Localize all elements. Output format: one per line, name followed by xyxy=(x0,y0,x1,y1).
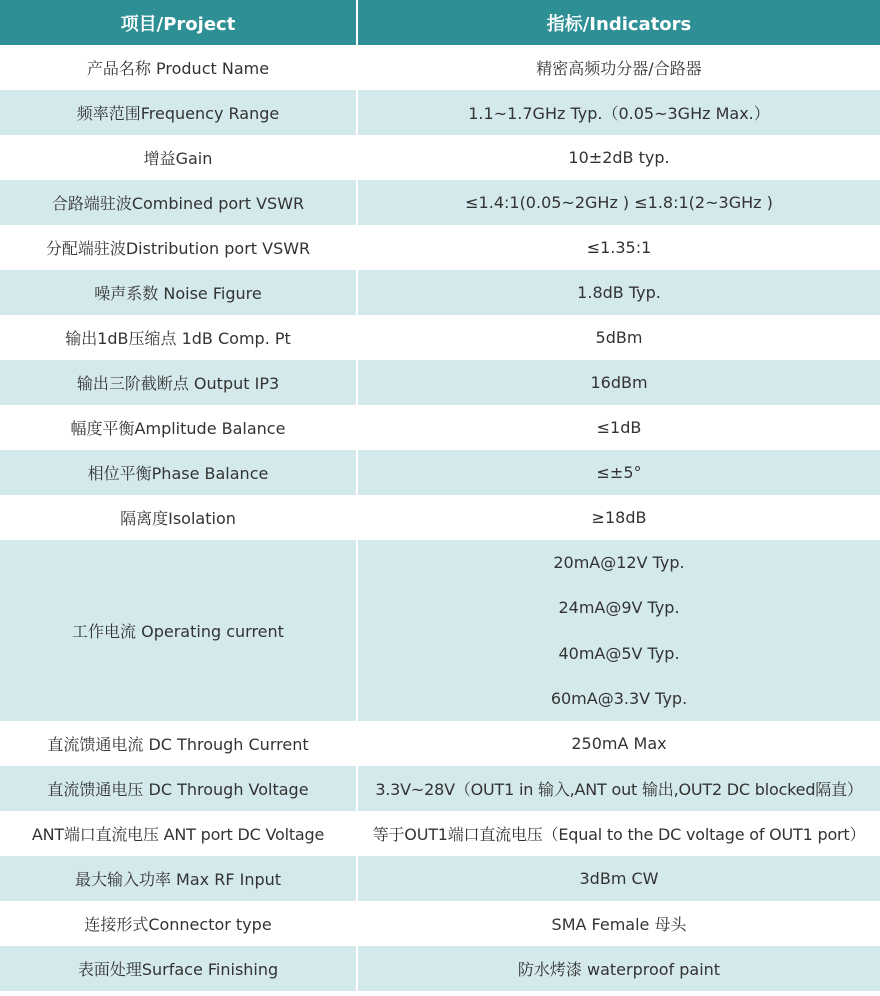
value-cell: ≤1dB xyxy=(357,405,880,450)
table-row xyxy=(0,946,880,991)
project-cell: 噪声系数 Noise Figure xyxy=(0,270,357,315)
table-row xyxy=(0,721,880,766)
value-cell: 5dBm xyxy=(357,315,880,360)
project-cell: 分配端驻波Distribution port VSWR xyxy=(0,225,357,270)
current-value-line: 40mA@5V Typ. xyxy=(558,643,680,663)
table-row xyxy=(0,901,880,946)
table-row xyxy=(0,856,880,901)
operating-current-row xyxy=(0,540,880,721)
project-cell: 连接形式Connector type xyxy=(0,901,357,946)
table-row xyxy=(0,360,880,405)
project-cell: 最大输入功率 Max RF Input xyxy=(0,856,357,901)
value-cell: 10±2dB typ. xyxy=(357,135,880,180)
value-cell: 3.3V~28V（OUT1 in 输入,ANT out 输出,OUT2 DC blocked隔直） xyxy=(357,766,880,811)
table-row xyxy=(0,180,880,225)
value-cell: 250mA Max xyxy=(357,721,880,766)
project-cell: 输出1dB压缩点 1dB Comp. Pt xyxy=(0,315,357,360)
project-cell: 工作电流 Operating current xyxy=(0,540,357,721)
current-value-line: 24mA@9V Typ. xyxy=(558,598,680,618)
value-cell: 等于OUT1端口直流电压（Equal to the DC voltage of OUT1 port） xyxy=(357,811,880,856)
value-cell: ≤1.35:1 xyxy=(357,225,880,270)
value-cell: ≤±5° xyxy=(357,450,880,495)
project-cell: 表面处理Surface Finishing xyxy=(0,946,357,991)
value-cell: ≤1.4:1(0.05~2GHz ) ≤1.8:1(2~3GHz ) xyxy=(357,180,880,225)
value-cell: SMA Female 母头 xyxy=(357,901,880,946)
table-row xyxy=(0,450,880,495)
table-row xyxy=(0,811,880,856)
current-value-line: 60mA@3.3V Typ. xyxy=(550,688,688,708)
header-row xyxy=(0,0,880,45)
table-row xyxy=(0,405,880,450)
project-cell: 直流馈通电流 DC Through Current xyxy=(0,721,357,766)
table-row xyxy=(0,495,880,540)
table-row xyxy=(0,766,880,811)
table-row xyxy=(0,270,880,315)
value-cell: ≥18dB xyxy=(357,495,880,540)
project-cell: 相位平衡Phase Balance xyxy=(0,450,357,495)
project-cell: 合路端驻波Combined port VSWR xyxy=(0,180,357,225)
value-cell: 1.8dB Typ. xyxy=(357,270,880,315)
table-row xyxy=(0,135,880,180)
project-cell: 增益Gain xyxy=(0,135,357,180)
project-cell: 产品名称 Product Name xyxy=(0,45,357,90)
indicators-column-header: 指标/Indicators xyxy=(357,0,880,45)
current-value-line: 20mA@12V Typ. xyxy=(553,553,685,572)
project-cell: 隔离度Isolation xyxy=(0,495,357,540)
value-cell: 1.1~1.7GHz Typ.（0.05~3GHz Max.） xyxy=(357,90,880,135)
project-column-header: 项目/Project xyxy=(0,0,357,45)
table-row xyxy=(0,90,880,135)
value-cell: 精密高频功分器/合路器 xyxy=(357,45,880,90)
table-row xyxy=(0,315,880,360)
project-cell: 频率范围Frequency Range xyxy=(0,90,357,135)
operating-current-values xyxy=(357,540,880,721)
value-cell: 3dBm CW xyxy=(357,856,880,901)
project-cell: 幅度平衡Amplitude Balance xyxy=(0,405,357,450)
project-cell: 直流馈通电压 DC Through Voltage xyxy=(0,766,357,811)
table-row xyxy=(0,225,880,270)
table-row xyxy=(0,45,880,90)
value-cell: 防水烤漆 waterproof paint xyxy=(357,946,880,991)
value-cell: 16dBm xyxy=(357,360,880,405)
project-cell: 输出三阶截断点 Output IP3 xyxy=(0,360,357,405)
project-cell: ANT端口直流电压 ANT port DC Voltage xyxy=(0,811,357,856)
